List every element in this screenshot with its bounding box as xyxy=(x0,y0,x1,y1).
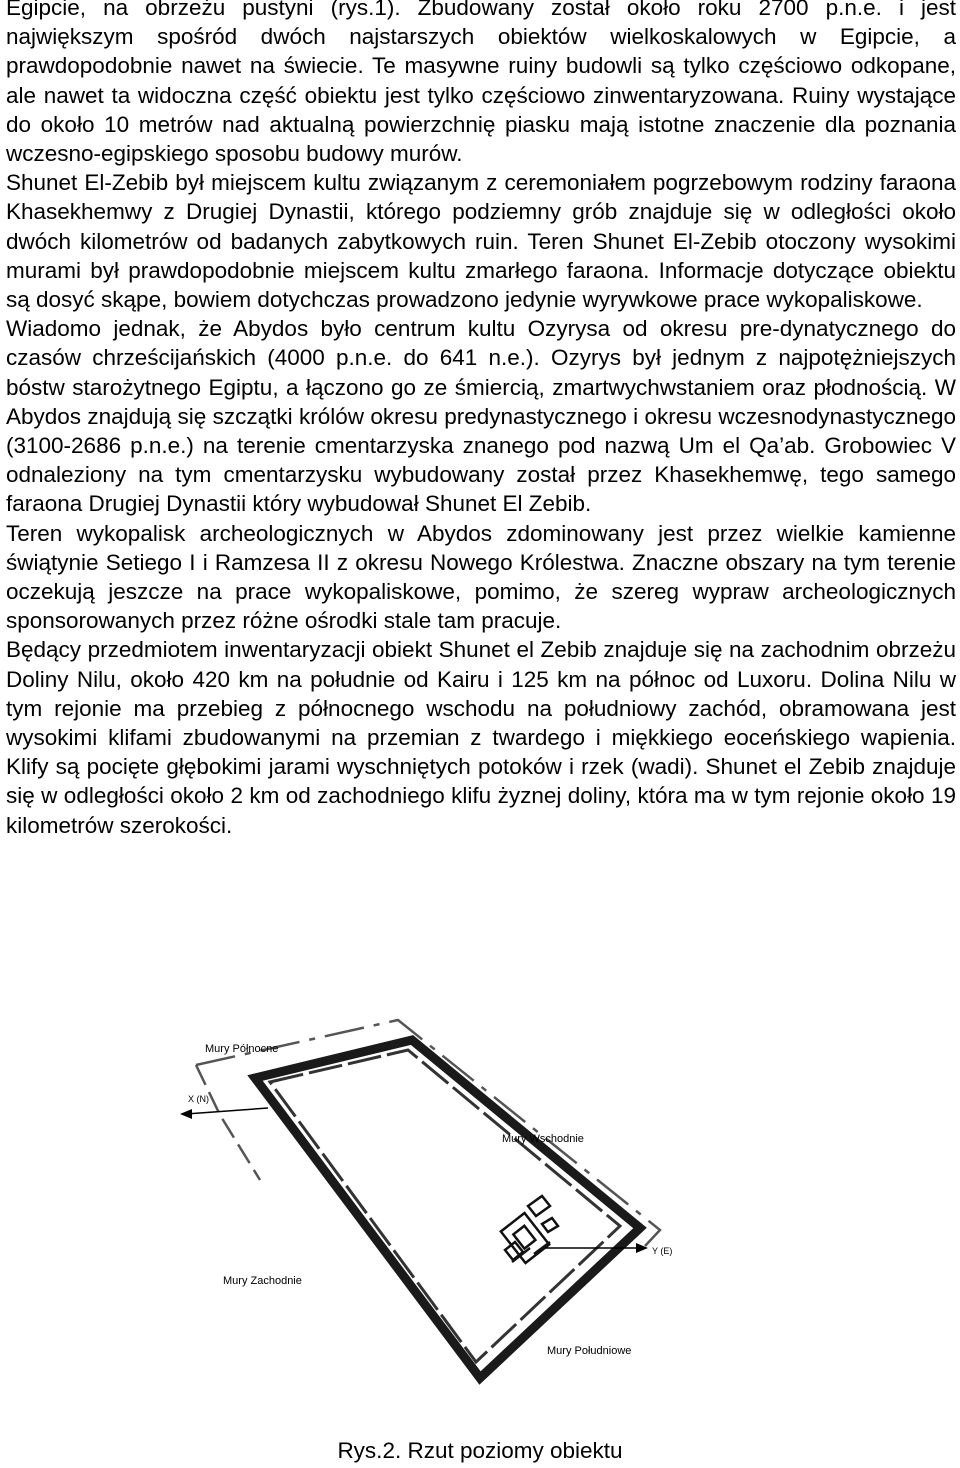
document-body xyxy=(6,0,956,840)
figure-caption: Rys.2. Rzut poziomy obiektu xyxy=(337,1438,623,1463)
x-axis-arrow xyxy=(180,1109,192,1119)
outer-wall-fragment-west xyxy=(196,1065,260,1180)
paragraph: Shunet El-Zebib był miejscem kultu związanym z ceremoniałem pogrzebowym rodziny faraona Khasekhemwy z Drugiej Dynastii, którego podziemny grób znajduje się w odległości około dwóch kilometrów od badanych zabytkowych ruin. Teren Shunet El-Zebib otoczony wysokimi murami był prawdopodobnie miejscem kultu zmarłego faraona. Informacje dotyczące obiektu są dosyć skąpe, bowiem dotychczas prowadzono jedynie wyrywkowe prace wykopaliskowe. xyxy=(6,170,956,313)
label-north-wall: Mury Północne xyxy=(205,1043,279,1055)
site-plan-drawing xyxy=(150,1010,790,1390)
site-plan-figure xyxy=(150,1010,790,1390)
label-x-axis: X (N) xyxy=(188,1094,209,1104)
paragraph: Będący przedmiotem inwentaryzacji obiekt Shunet el Zebib znajduje się na zachodnim obrzeżu Doliny Nilu, około 420 km na południe od Kairu i 125 km na północ od Luxoru. Dolina Nilu w tym rejonie ma przebieg z północnego wschodu na południowy zachód, obramowana jest wysokimi klifami zbudowanymi na przemian z twardego i miękkiego eoceńskiego wapienia. Klify są pocięte głębokimi jarami wyschniętych potoków i rzek (wadi). Shunet el Zebib znajduje się w odległości około 2 km od zachodniego klifu żyznej doliny, która ma w tym rejonie około 19 kilometrów szerokości. xyxy=(6,637,956,838)
enclosure-outer-wall xyxy=(255,1040,640,1378)
paragraph: Wiadomo jednak, że Abydos było centrum kultu Ozyrysa od okresu pre-dynatycznego do czasów chrześcijańskich (4000 p.n.e. do 641 n.e.). Ozyrys był jednym z najpotężniejszych bóstw starożytnego Egiptu, a łączono go ze śmiercią, zmartwychwstaniem oraz płodnością. W Abydos znajdują się szczątki królów okresu predynastycznego i okresu wczesnodynastycznego (3100-2686 p.n.e.) na terenie cmentarzyska znanego pod nazwą Um el Qa’ab. Grobowiec V odnaleziony na tym cmentarzysku wybudowany został przez Khasekhemwę, tego samego faraona Drugiej Dynastii który wybudował Shunet El Zebib. xyxy=(6,316,956,517)
label-south-wall: Mury Południowe xyxy=(547,1345,632,1357)
paragraph: Teren wykopalisk archeologicznych w Abydos zdominowany jest przez wielkie kamienne świątynie Setiego I i Ramzesa II z okresu Nowego Królestwa. Znaczne obszary na tym terenie oczekują jeszcze na prace wykopaliskowe, pomimo, że szereg wypraw archeologicznych sponsorowanych przez różne ośrodki stale tam pracuje. xyxy=(6,520,956,634)
label-y-axis: Y (E) xyxy=(652,1246,673,1256)
paragraph: Egipcie, na obrzeżu pustyni (rys.1). Zbudowany został około roku 2700 p.n.e. i jest największym spośród dwóch najstarszych obiektów wielkoskalowych w Egipcie, a prawdopodobnie nawet na świecie. Te masywne ruiny budowli są tylko częściowo odkopane, ale nawet ta widoczna część obiektu jest tylko częściowo zinwentaryzowana. Ruiny wystające do około 10 metrów nad aktualną powierzchnię piasku mają istotne znaczenie dla poznania wczesno-egipskiego sposobu budowy murów. xyxy=(6,0,956,167)
x-axis-line xyxy=(186,1108,268,1114)
label-east-wall: Mury Wschodnie xyxy=(502,1133,584,1145)
label-west-wall: Mury Zachodnie xyxy=(223,1275,302,1287)
